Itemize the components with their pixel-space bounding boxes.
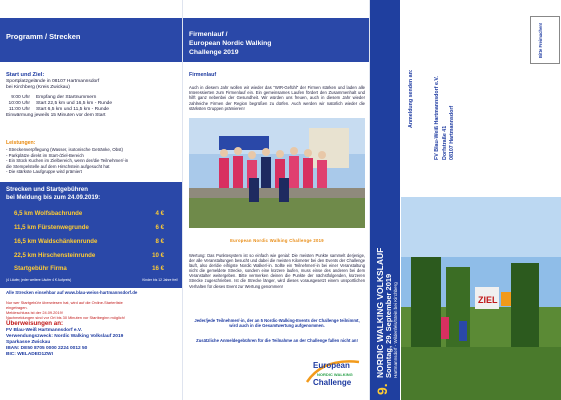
fee-price: 4 € bbox=[155, 210, 164, 217]
firmenlauf-title-line: Challenge 2019 bbox=[189, 49, 239, 56]
firmenlauf-panel bbox=[183, 0, 370, 400]
info-text: Alle Strecken einsehbar auf www.blau-weiss-hartmannsdorf.de bbox=[6, 290, 138, 295]
group-photo bbox=[189, 118, 365, 228]
address-block bbox=[434, 76, 457, 160]
services-list bbox=[6, 140, 176, 175]
schedule-text: Start 6,5 km und 11,5 km - Runde bbox=[36, 106, 110, 112]
fees-footnote bbox=[6, 278, 178, 282]
fee-row bbox=[14, 224, 164, 231]
fee-name: 22,5 km Hirschensteinrunde bbox=[14, 252, 96, 259]
firmenlauf-title-line: Firmenlauf / bbox=[189, 31, 228, 38]
cover-panel bbox=[370, 0, 561, 400]
challenge-note-2: Zusätzliche Anmeldegebühren für die Teilnahme an der Challenge fallen nicht an! bbox=[196, 338, 358, 343]
stamp-box bbox=[530, 16, 560, 64]
start-line: bei Kirchberg (Kreis Zwickau) bbox=[6, 85, 70, 91]
challenge-title: European Nordic Walking Challenge 2019 bbox=[230, 238, 324, 243]
logo-line-3: Challenge bbox=[313, 378, 352, 387]
fee-row bbox=[14, 210, 164, 217]
send-to-label: Anmeldung senden an: bbox=[408, 69, 414, 128]
registration-info bbox=[6, 290, 178, 358]
fee-row bbox=[14, 252, 164, 259]
start-heading: Start und Ziel: bbox=[6, 72, 45, 78]
fee-price: 8 € bbox=[155, 238, 164, 245]
challenge-rules: Wertung: Das Punktesystem ist so einfach wie genial: Die meisten Punkte sammelt derjenige, der alle Veranstaltungen besucht und dabei die meisten Kilometer bei den Events der Challenge läuft, also der/die eifrigste Nordic Walker/-in. Sollte ein Teilnehmer/-in bei einer Veranstaltung nicht die gemeldete Strecke, sondern eine kürzere laufen, muss einse des anderen bei dem Veranstalter weitergeben. Bitte vermerken deinen die Punkte der nächstfolgenden, kürzeren Strecke zugeschrieben. Ist die Strecke länger, wird dieses vorausgesetzt einem unsportlichen Verhalten für dieses Event zur Wertung genommen! bbox=[189, 253, 365, 289]
bank-line: Sparkasse Zwickau bbox=[6, 339, 51, 345]
services-item: die Stempelstelle auf dem Hirschstein aufgesucht hat bbox=[6, 163, 110, 169]
cover-photo-illustration bbox=[401, 197, 561, 400]
bank-line: Verwendungszweck: Nordic Walking Volkslauf 2019 bbox=[6, 333, 124, 339]
challenge-note-1: Jeder/jede Teilnehmer/-in, der an 5 Nordic-Walking-Events der Challenge teilnimmt, wird auch in die Gesamtwertung aufgenommen. bbox=[194, 318, 360, 329]
event-subtitle: Hartmannsdorf - Wildenfels/Stein bei Kirchberg bbox=[393, 282, 398, 378]
fees-sub: (4 Läufer, jeder weitere Läufer 4 € Aufpreis) bbox=[6, 278, 72, 282]
fee-name: 6,5 km Wolfsbachrunde bbox=[14, 210, 83, 217]
late-line: Nachmeldungen sind vor Ort bis 30 Minuten vor Startbeginn möglich! bbox=[6, 315, 125, 320]
start-info bbox=[6, 72, 176, 119]
fee-name: 11,5 km Fürstenwegrunde bbox=[14, 224, 89, 231]
fee-row bbox=[14, 238, 164, 245]
services-item: - Streckenverpflegung (Wasser, isotonische Getränke, Obst) bbox=[6, 147, 123, 152]
stamp-label: Bitte Freimachen! bbox=[538, 22, 543, 58]
challenge-logo bbox=[303, 352, 363, 394]
intro-paragraph: Auch in diesem Jahr wollen wir wieder das "WIR-Gefühl" der Firmen stärken und laden alle Interessierten zum Firmenlauf ein. Ein gemeinsames Laufen fördert den Zusammenhalt und hilft ganz nebenbei der Gesundheit. Wir würden uns freuen, auch in diesem Jahr wieder zahlreiche Firmen der Region begrüßen zu dürfen. Auch werden wir natürlich wieder die stärksten Gruppen prämieren! bbox=[189, 85, 365, 111]
program-header-band bbox=[0, 0, 182, 62]
program-panel bbox=[0, 0, 183, 400]
firmenlauf-title-line: European Nordic Walking bbox=[189, 40, 272, 47]
start-line: Sportplatzgelände in 08107 Hartmannsdorf bbox=[6, 79, 100, 84]
schedule-text: Empfang der Startnummern bbox=[36, 94, 97, 100]
services-item: - Ein Stück Kuchen im Zielbereich, wenn der/die Teilnehmer/-in bbox=[6, 158, 129, 164]
fees-heading-line: bei Meldung bis zum 24.09.2019: bbox=[6, 194, 101, 201]
program-title: Programm / Strecken bbox=[6, 32, 81, 41]
fees-heading bbox=[6, 186, 100, 202]
address-line: 08107 Hartmannsdorf bbox=[449, 105, 455, 160]
fee-price: 6 € bbox=[155, 224, 164, 231]
bank-line: IBAN: DE50 8705 0000 2224 0012 50 bbox=[6, 345, 88, 351]
schedule-time: 10:00 Uhr bbox=[8, 100, 30, 106]
late-line: eingetragen. bbox=[6, 305, 28, 310]
fees-heading-line: Strecken und Startgebühren bbox=[6, 186, 88, 193]
challenge-logo-mark bbox=[303, 352, 363, 394]
fee-price: 10 € bbox=[152, 252, 164, 259]
schedule-text: Start 22,5 km und 16,5 km - Runde bbox=[36, 100, 113, 106]
cover-photo bbox=[401, 197, 561, 400]
late-line: Nur wer Startgebühr überwiesen hat, wird auf die Online-Starterliste bbox=[6, 300, 123, 305]
late-line: Meldeschluss ist der 24.09.2019! bbox=[6, 310, 63, 315]
finish-sign-text: ZIEL bbox=[478, 295, 498, 305]
bank-line: FV Blau-Weiß Hartmannsdorf e.V. bbox=[6, 327, 82, 333]
fee-price: 16 € bbox=[152, 265, 164, 272]
group-photo-illustration bbox=[189, 118, 365, 228]
schedule-time: 11:00 Uhr bbox=[8, 106, 30, 112]
services-item: - Parkplätze direkt im Start-/Ziel-Bereich bbox=[6, 152, 84, 158]
event-title: NORDIC WALKING VOLKSLAUF bbox=[375, 247, 385, 378]
fee-name: 16,5 km Waldschänkenrunde bbox=[14, 238, 98, 245]
address-line: FV Blau-Weiß Hartmannsdorf e.V. bbox=[434, 76, 440, 160]
fee-row bbox=[14, 265, 164, 272]
address-line: Dorfstraße 41 bbox=[441, 125, 448, 160]
fees-kids: Kinder bis 12 Jahre frei! bbox=[142, 278, 178, 282]
event-number: 9. bbox=[374, 383, 390, 395]
logo-line-2: NORDIC WALKING bbox=[317, 372, 353, 377]
fees-box bbox=[0, 182, 183, 288]
schedule-note: Einwärmung jeweils 15 Minuten vor dem Start bbox=[6, 112, 106, 118]
firmenlauf-header bbox=[183, 18, 370, 62]
transfer-title: Überweisungen an: bbox=[6, 320, 64, 327]
logo-line-1: European bbox=[313, 361, 350, 370]
fee-name: Startgebühr Firma bbox=[14, 265, 67, 272]
bank-line: BIC: WELADED1ZWI bbox=[6, 351, 53, 357]
schedule-time: 9:00 Uhr bbox=[11, 94, 30, 100]
event-date: Sonntag, 29. September 2019 bbox=[384, 273, 393, 378]
services-item: - Die stärkste Laufgruppe wird prämiert bbox=[6, 169, 82, 175]
services-title: Leistungen: bbox=[6, 140, 36, 146]
section-title: Firmenlauf bbox=[189, 72, 217, 78]
